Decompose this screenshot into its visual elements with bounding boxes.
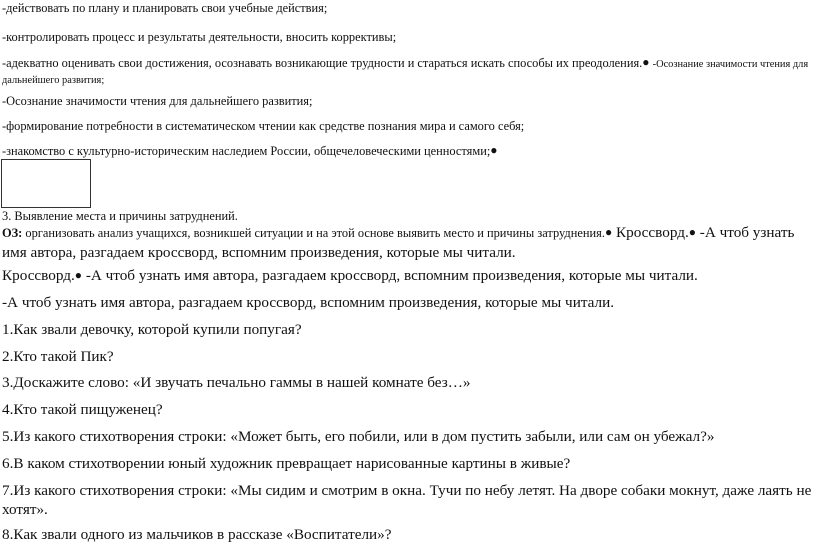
text-line-significance: -Осознание значимости чтения для дальнейшего развития; [2,94,313,108]
oz-text: организовать анализ учащихся, возникшей ситуации и на этой основе выявить место и причины затруднения. [22,226,605,240]
image-placeholder [1,159,91,208]
text-paragraph-assess [2,55,814,88]
question-8: 8.Как звали одного из мальчиков в рассказе «Воспитатели»? [2,526,392,543]
text-line-task: -А чтоб узнать имя автора, разгадаем кроссворд, вспомним произведения, которые мы читали. [2,294,615,311]
text-paragraph-oz [2,223,814,262]
bullet-icon: ● [490,143,498,157]
section-heading: 3. Выявление места и причины затруднений. [2,209,238,223]
text-line-heritage [2,143,498,159]
question-1: 1.Как звали девочку, которой купили попугая? [2,321,302,338]
text-line-crossword [2,267,698,285]
oz-label: ОЗ: [2,226,23,240]
question-4: 4.Кто такой пищуженец? [2,401,163,418]
crossword-task: -А чтоб узнать имя автора, разгадаем кроссворд, вспомним произведения, которые мы читали. [2,224,795,261]
question-2: 2.Кто такой Пик? [2,348,114,365]
bullet-icon: ● [604,225,613,239]
crossword-task: -А чтоб узнать имя автора, разгадаем кроссворд, вспомним произведения, которые мы читали. [82,267,698,284]
bullet-icon: ● [688,225,696,239]
question-5: 5.Из какого стихотворения строки: «Может быть, его побили, или в дом пустить забыли, или сам он убежал?» [2,428,715,445]
question-7: 7.Из какого стихотворения строки: «Мы сидим и смотрим в окна. Тучи по небу летят. На дворе собаки мокнут, даже лаять не хотят». [2,482,812,518]
text-line-control: -контролировать процесс и результаты деятельности, вносить коррективы; [2,30,397,44]
text-heritage: -знакомство с культурно-историческим наследием России, общечеловеческими ценностями; [2,144,491,158]
crossword-label: Кроссворд. [612,224,689,241]
bullet-icon: ● [74,268,83,282]
question-6: 6.В каком стихотворении юный художник превращает нарисованные картины в живые? [2,455,571,472]
question-3: 3.Доскажите слово: «И звучать печально гаммы в нашей комнате без…» [2,374,471,391]
text-line-need: -формирование потребности в систематическом чтении как средстве познания мира и самого себя; [2,119,525,133]
bullet-icon: ● [642,55,650,69]
text-assess: -адекватно оценивать свои достижения, осознавать возникающие трудности и стараться искать способы их преодоления. [2,56,643,70]
crossword-label: Кроссворд. [2,267,75,284]
text-significance-small: -Осознание значимости чтения для дальнейшего развития; [2,59,809,86]
text-line-plan: -действовать по плану и планировать свои учебные действия; [2,1,328,15]
